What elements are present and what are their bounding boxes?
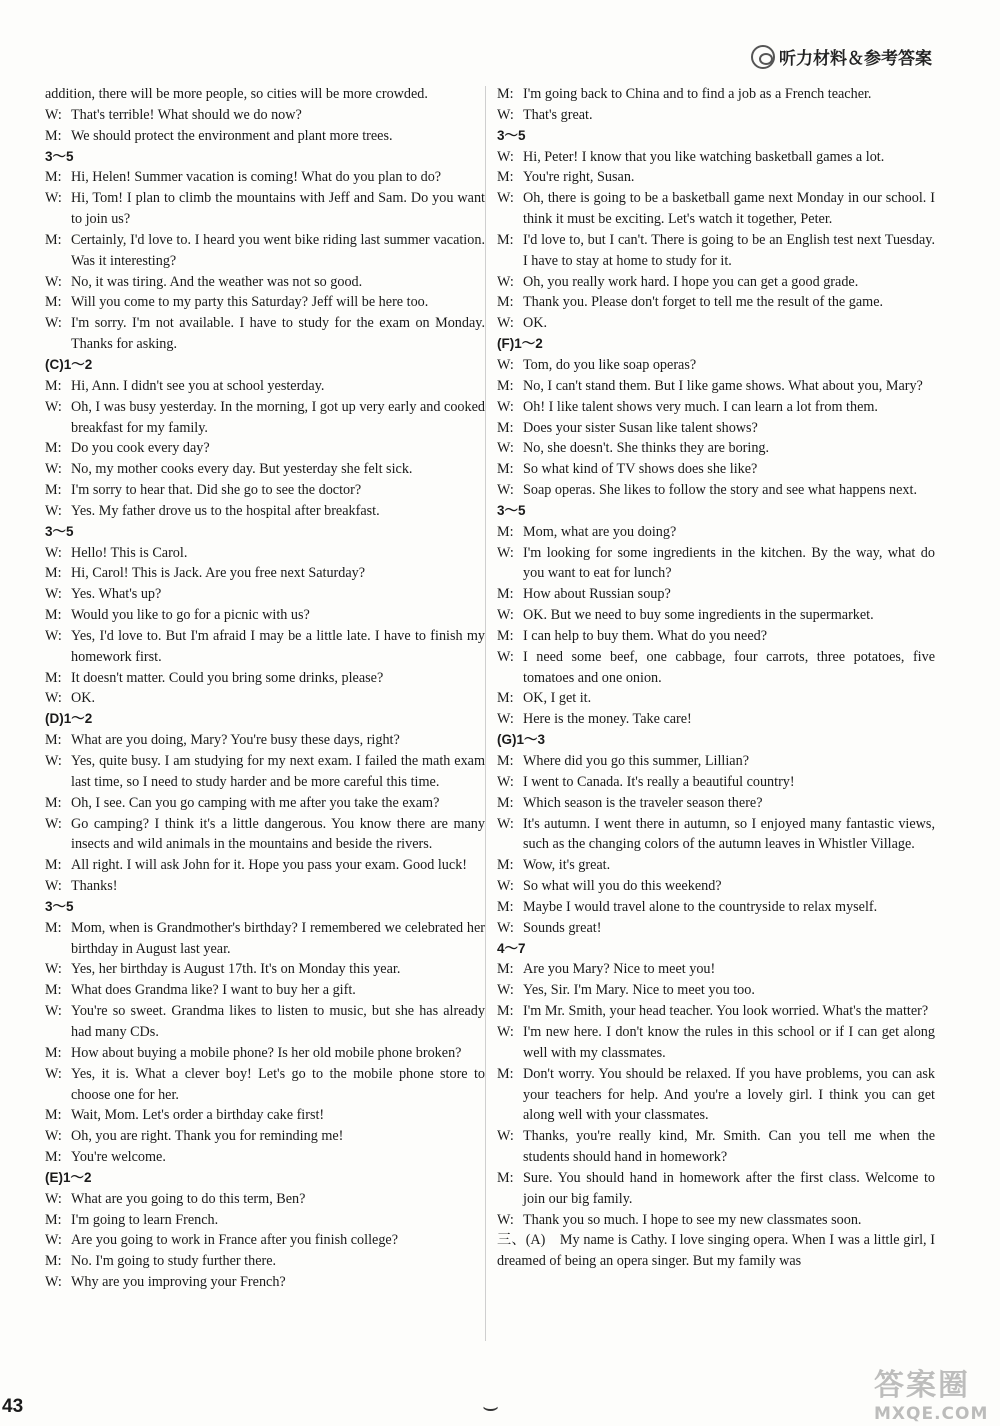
dialogue-text: How about Russian soup?: [523, 586, 671, 603]
dialogue-line: [497, 313, 935, 334]
dialogue-text: Oh, there is going to be a basketball game next Monday in our school. I think it must be exciting. Let's watch it together, Peter.: [523, 190, 935, 228]
speaker-label: M:: [45, 294, 62, 311]
dialogue-line: [497, 188, 935, 230]
dialogue-line: [497, 272, 935, 293]
dialogue-line: [497, 376, 935, 397]
dialogue-text: Hi, Carol! This is Jack. Are you free next Saturday?: [71, 565, 366, 582]
dialogue-line: [45, 751, 485, 793]
speaker-label: W:: [45, 106, 62, 123]
dialogue-text: That's terrible! What should we do now?: [71, 106, 302, 123]
dialogue-text: I can help to buy them. What do you need?: [523, 627, 768, 644]
dialogue-line: [497, 167, 935, 188]
dialogue-text: OK. But we need to buy some ingredients in the supermarket.: [523, 607, 874, 624]
speaker-label: W:: [497, 482, 514, 499]
dialogue-text: Yes. My father drove us to the hospital after breakfast.: [71, 502, 380, 519]
dialogue-line: [45, 563, 485, 584]
dialogue-text: No, I can't stand them. But I like game shows. What about you, Mary?: [523, 377, 923, 394]
speaker-label: M:: [45, 669, 62, 686]
dialogue-text: Hi, Helen! Summer vacation is coming! What do you plan to do?: [71, 169, 442, 186]
dialogue-text: Yes, her birthday is August 17th. It's on Monday this year.: [71, 961, 401, 978]
dialogue-line: [45, 1126, 485, 1147]
dialogue-line: [45, 292, 485, 313]
speaker-label: W:: [497, 648, 514, 665]
dialogue-text: Tom, do you like soap operas?: [523, 356, 697, 373]
dialogue-text: Mom, when is Grandmother's birthday? I remembered we celebrated her birthday in August last year.: [71, 919, 485, 957]
dialogue-text: Soap operas. She likes to follow the story and see what happens next.: [523, 482, 918, 499]
speaker-label: W:: [497, 607, 514, 624]
dialogue-line: [45, 855, 485, 876]
speaker-label: M:: [45, 169, 62, 186]
dialogue-line: [497, 751, 935, 772]
dialogue-text: It's autumn. I went there in autumn, so I enjoyed many fantastic views, such as the changing colors of the autumn leaves in Whistler Village.: [523, 815, 935, 853]
dialogue-text: Do you cook every day?: [71, 440, 210, 457]
dialogue-text: Oh, you are right. Thank you for reminding me!: [71, 1128, 344, 1145]
dialogue-text: Go camping? I think it's a little dangerous. You know there are many insects and wild animals in the mountains and beside the rivers.: [71, 815, 485, 853]
speaker-label: W:: [45, 690, 62, 707]
speaker-label: M:: [497, 294, 514, 311]
dialogue-text: No, it was tiring. And the weather was not so good.: [71, 273, 363, 290]
speaker-label: W:: [497, 398, 514, 415]
dialogue-line: [45, 814, 485, 856]
speaker-label: W:: [45, 1232, 62, 1249]
dialogue-line: [497, 480, 935, 501]
dialogue-text: Here is the money. Take care!: [523, 711, 692, 728]
dialogue-text: Thank you so much. I hope to see my new classmates soon.: [523, 1211, 862, 1228]
speaker-label: W:: [45, 1128, 62, 1145]
dialogue-text: Oh, you really work hard. I hope you can get a good grade.: [523, 273, 859, 290]
dialogue-line: [497, 355, 935, 376]
dialogue-line: [45, 126, 485, 147]
dialogue-line: [45, 543, 485, 564]
dialogue-line: [45, 1064, 485, 1106]
speaker-label: W:: [45, 1190, 62, 1207]
dialogue-text: Does your sister Susan like talent shows?: [523, 419, 758, 436]
speaker-label: M:: [497, 753, 514, 769]
dialogue-text: Hi, Ann. I didn't see you at school yesterday.: [71, 377, 325, 394]
speaker-label: M:: [45, 1107, 62, 1124]
speaker-label: M:: [497, 1065, 514, 1082]
speaker-label: M:: [497, 1169, 514, 1186]
dialogue-text: What does Grandma like? I want to buy her a gift.: [71, 982, 356, 999]
speaker-label: M:: [45, 919, 62, 936]
dialogue-line: [497, 105, 935, 126]
speaker-label: W:: [45, 544, 62, 561]
dialogue-text: Sure. You should hand in homework after the first class. Welcome to join our big family.: [523, 1169, 935, 1207]
dialogue-line: [497, 1168, 935, 1210]
dialogue-line: [45, 1147, 485, 1168]
dialogue-line: [45, 1043, 485, 1064]
dialogue-line: [45, 980, 485, 1001]
dialogue-line: [45, 793, 485, 814]
speaker-label: W:: [45, 461, 62, 478]
dialogue-line: [497, 980, 935, 1001]
dialogue-line: [497, 897, 935, 918]
dialogue-line: [45, 376, 485, 397]
section-heading: (C)1～2: [45, 356, 93, 372]
dialogue-line: [45, 230, 485, 272]
dialogue-text: How about buying a mobile phone? Is her old mobile phone broken?: [71, 1044, 462, 1061]
speaker-label: W:: [45, 753, 62, 769]
dialogue-text: I'm sorry to hear that. Did she go to see the doctor?: [71, 482, 362, 499]
speaker-label: M:: [497, 523, 514, 540]
dialogue-text: So what will you do this weekend?: [523, 878, 722, 895]
speaker-label: M:: [45, 127, 62, 144]
dialogue-line: [497, 1064, 935, 1127]
dialogue-line: [45, 1210, 485, 1231]
dialogue-line: [497, 876, 935, 897]
speaker-label: M:: [45, 1253, 62, 1270]
watermark-bottom: MXQE.COM: [874, 1404, 989, 1424]
dialogue-line: [497, 292, 935, 313]
speaker-label: W:: [497, 773, 514, 790]
dialogue-line: [45, 876, 485, 897]
dialogue-text: I'm looking for some ingredients in the kitchen. By the way, what do you want to eat for lunch?: [523, 544, 935, 582]
speaker-label: W:: [497, 982, 514, 999]
speaker-label: M:: [497, 627, 514, 644]
dialogue-line: [497, 688, 935, 709]
speaker-label: W:: [497, 190, 514, 207]
dialogue-line: [497, 814, 935, 856]
speaker-label: M:: [45, 440, 62, 457]
dialogue-line: [45, 1189, 485, 1210]
dialogue-text: Why are you improving your French?: [71, 1274, 286, 1291]
dialogue-text: OK, I get it.: [523, 690, 592, 707]
left-column: [45, 84, 485, 1293]
section-heading: 3～5: [45, 898, 74, 914]
speaker-label: M:: [497, 1003, 514, 1020]
dialogue-line: [45, 272, 485, 293]
speaker-label: M:: [45, 1211, 62, 1228]
dialogue-line: [45, 688, 485, 709]
speaker-label: W:: [45, 878, 62, 895]
speaker-label: W:: [497, 1023, 514, 1040]
speaker-label: M:: [497, 86, 514, 102]
dialogue-text: What are you going to do this term, Ben?: [71, 1190, 306, 1207]
dialogue-line: [497, 1022, 935, 1064]
dialogue-line: [497, 147, 935, 168]
speaker-label: M:: [497, 690, 514, 707]
dialogue-line: [45, 1001, 485, 1043]
paragraph: addition, there will be more people, so cities will be more crowded.: [45, 86, 428, 102]
dialogue-line: [497, 1001, 935, 1022]
dialogue-line: [45, 626, 485, 668]
dialogue-text: Wait, Mom. Let's order a birthday cake first!: [71, 1107, 325, 1124]
dialogue-text: Yes. What's up?: [71, 586, 162, 603]
dialogue-text: Are you Mary? Nice to meet you!: [523, 961, 716, 978]
speaker-label: M:: [497, 961, 514, 978]
dialogue-line: [497, 584, 935, 605]
speaker-label: M:: [497, 586, 514, 603]
speaker-label: M:: [497, 898, 514, 915]
dialogue-text: Would you like to go for a picnic with us?: [71, 607, 310, 624]
pen-mark-icon: ⌣: [482, 1392, 500, 1421]
dialogue-text: That's great.: [523, 106, 593, 123]
dialogue-text: Thanks, you're really kind, Mr. Smith. Can you tell me when the students should hand in homework?: [523, 1128, 935, 1166]
speaker-label: W:: [45, 1003, 62, 1020]
speaker-label: M:: [497, 231, 514, 248]
headphone-logo-icon: [751, 45, 775, 69]
speaker-label: W:: [497, 315, 514, 332]
dialogue-text: Hello! This is Carol.: [71, 544, 188, 561]
dialogue-line: [497, 605, 935, 626]
dialogue-line: [45, 730, 485, 751]
dialogue-line: [45, 480, 485, 501]
dialogue-line: [45, 105, 485, 126]
dialogue-text: What are you doing, Mary? You're busy these days, right?: [71, 732, 400, 749]
speaker-label: M:: [45, 1149, 62, 1166]
speaker-label: W:: [45, 398, 62, 415]
dialogue-text: Are you going to work in France after you finish college?: [71, 1232, 399, 1249]
speaker-label: W:: [497, 1128, 514, 1145]
dialogue-text: Certainly, I'd love to. I heard you went bike riding last summer vacation. Was it interesting?: [71, 231, 485, 269]
dialogue-text: No. I'm going to study further there.: [71, 1253, 277, 1270]
dialogue-line: [497, 855, 935, 876]
dialogue-line: [497, 772, 935, 793]
dialogue-line: [45, 313, 485, 355]
dialogue-line: [45, 188, 485, 230]
dialogue-line: [497, 230, 935, 272]
dialogue-text: You're so sweet. Grandma likes to listen to music, but she has already had many CDs.: [71, 1003, 485, 1040]
speaker-label: M:: [45, 857, 62, 874]
dialogue-text: I'm new here. I don't know the rules in this school or if I can get along well with my classmates.: [523, 1023, 935, 1061]
speaker-label: W:: [497, 711, 514, 728]
dialogue-text: OK.: [523, 315, 548, 332]
dialogue-line: [45, 459, 485, 480]
dialogue-text: I'm Mr. Smith, your head teacher. You look worried. What's the matter?: [523, 1003, 929, 1020]
speaker-label: W:: [45, 815, 62, 832]
dialogue-text: All right. I will ask John for it. Hope you pass your exam. Good luck!: [71, 857, 468, 874]
dialogue-line: [497, 918, 935, 939]
speaker-label: W:: [45, 1065, 62, 1082]
speaker-label: M:: [497, 377, 514, 394]
page-header: [751, 44, 932, 69]
dialogue-line: [45, 501, 485, 522]
speaker-label: W:: [45, 190, 62, 207]
dialogue-text: Which season is the traveler season there?: [523, 794, 763, 811]
dialogue-text: It doesn't matter. Could you bring some drinks, please?: [71, 669, 384, 686]
dialogue-line: [45, 1251, 485, 1272]
speaker-label: W:: [497, 440, 514, 457]
dialogue-line: [45, 918, 485, 960]
speaker-label: M:: [497, 794, 514, 811]
section-heading: (F)1～2: [497, 336, 543, 352]
speaker-label: M:: [45, 1044, 62, 1061]
dialogue-line: [497, 397, 935, 418]
speaker-label: W:: [497, 1211, 514, 1228]
dialogue-text: Hi, Peter! I know that you like watching basketball games a lot.: [523, 148, 885, 165]
speaker-label: M:: [45, 982, 62, 999]
dialogue-text: I'd love to, but I can't. There is going to be an English test next Tuesday. I have to stay at home to study for it.: [523, 231, 935, 269]
speaker-label: W:: [497, 106, 514, 123]
dialogue-line: [497, 793, 935, 814]
dialogue-text: Hi, Tom! I plan to climb the mountains with Jeff and Sam. Do you want to join us?: [71, 190, 485, 228]
speaker-label: W:: [45, 315, 62, 332]
dialogue-line: [497, 84, 935, 105]
page-number: 43: [2, 1396, 24, 1417]
dialogue-line: [497, 626, 935, 647]
speaker-label: W:: [45, 627, 62, 644]
section-heading: 3～5: [497, 502, 526, 518]
speaker-label: M:: [45, 565, 62, 582]
section-heading: 3～5: [45, 523, 74, 539]
dialogue-line: [45, 1105, 485, 1126]
dialogue-text: So what kind of TV shows does she like?: [523, 461, 758, 478]
dialogue-text: Yes, it is. What a clever boy! Let's go to the mobile phone store to choose one for her.: [71, 1065, 485, 1103]
dialogue-text: You're welcome.: [71, 1149, 166, 1166]
dialogue-line: [497, 522, 935, 543]
dialogue-text: Oh! I like talent shows very much. I can learn a lot from them.: [523, 398, 878, 415]
dialogue-line: [45, 584, 485, 605]
paragraph: 三、(A) My name is Cathy. I love singing opera. When I was a little girl, I dreamed of being an opera singer. But my family was: [497, 1232, 935, 1270]
dialogue-line: [45, 668, 485, 689]
watermark-logo: [874, 1360, 994, 1422]
dialogue-text: Sounds great!: [523, 919, 602, 936]
column-divider: [485, 86, 486, 1341]
dialogue-line: [497, 418, 935, 439]
dialogue-text: I'm going to learn French.: [71, 1211, 219, 1228]
dialogue-line: [497, 1126, 935, 1168]
speaker-label: W:: [45, 586, 62, 603]
dialogue-text: Maybe I would travel alone to the countryside to relax myself.: [523, 898, 878, 915]
speaker-label: M:: [45, 482, 62, 499]
section-heading: 3～5: [45, 148, 74, 164]
dialogue-text: Thanks!: [71, 878, 118, 895]
speaker-label: W:: [497, 273, 514, 290]
dialogue-line: [45, 397, 485, 439]
speaker-label: M:: [497, 857, 514, 874]
speaker-label: W:: [45, 273, 62, 290]
dialogue-line: [45, 605, 485, 626]
dialogue-line: [45, 167, 485, 188]
speaker-label: M:: [45, 231, 62, 248]
dialogue-text: Will you come to my party this Saturday? Jeff will be here too.: [71, 294, 429, 311]
dialogue-text: I'm going back to China and to find a job as a French teacher.: [523, 86, 872, 102]
dialogue-text: You're right, Susan.: [523, 169, 635, 186]
speaker-label: W:: [45, 961, 62, 978]
dialogue-text: I'm sorry. I'm not available. I have to study for the exam on Monday. Thanks for asking.: [71, 315, 485, 353]
speaker-label: M:: [45, 794, 62, 811]
speaker-label: M:: [497, 419, 514, 436]
dialogue-text: Wow, it's great.: [523, 857, 611, 874]
speaker-label: M:: [497, 461, 514, 478]
section-heading: (G)1～3: [497, 732, 546, 748]
dialogue-line: [497, 959, 935, 980]
dialogue-text: Oh, I see. Can you go camping with me after you take the exam?: [71, 794, 440, 811]
dialogue-text: Oh, I was busy yesterday. In the morning, I got up very early and cooked breakfast for my family.: [71, 398, 485, 436]
speaker-label: W:: [497, 356, 514, 373]
dialogue-line: [45, 1272, 485, 1293]
speaker-label: W:: [497, 815, 514, 832]
section-heading: (E)1～2: [45, 1169, 92, 1185]
dialogue-text: Don't worry. You should be relaxed. If you have problems, you can ask your teachers for help. And you're a lovely girl. I think you can get along well with your classmates.: [523, 1065, 935, 1124]
speaker-label: M:: [45, 607, 62, 624]
section-heading: 3～5: [497, 127, 526, 143]
header-title: 听力材料＆参考答案: [779, 49, 932, 69]
dialogue-line: [45, 959, 485, 980]
speaker-label: M:: [45, 377, 62, 394]
speaker-label: W:: [45, 1274, 62, 1291]
speaker-label: M:: [497, 169, 514, 186]
speaker-label: W:: [45, 502, 62, 519]
watermark-top: 答案圈: [874, 1368, 970, 1403]
dialogue-text: I need some beef, one cabbage, four carrots, three potatoes, five tomatoes and one onion.: [523, 648, 935, 686]
dialogue-line: [497, 1210, 935, 1231]
dialogue-line: [45, 438, 485, 459]
dialogue-line: [497, 709, 935, 730]
speaker-label: W:: [497, 919, 514, 936]
right-column: [497, 84, 935, 1272]
speaker-label: W:: [497, 544, 514, 561]
dialogue-text: Thank you. Please don't forget to tell me the result of the game.: [523, 294, 884, 311]
dialogue-line: [497, 543, 935, 585]
speaker-label: W:: [497, 878, 514, 895]
dialogue-text: We should protect the environment and plant more trees.: [71, 127, 393, 144]
dialogue-text: OK.: [71, 690, 96, 707]
dialogue-text: No, she doesn't. She thinks they are boring.: [523, 440, 770, 457]
speaker-label: W:: [497, 148, 514, 165]
dialogue-text: Yes, quite busy. I am studying for my next exam. I failed the math exam last time, so I need to study harder and be more careful this time.: [71, 753, 485, 790]
dialogue-line: [497, 459, 935, 480]
dialogue-text: Yes, Sir. I'm Mary. Nice to meet you too.: [523, 982, 755, 999]
speaker-label: M:: [45, 732, 62, 749]
dialogue-text: Mom, what are you doing?: [523, 523, 677, 540]
section-heading: 4～7: [497, 940, 526, 956]
dialogue-line: [497, 647, 935, 689]
dialogue-line: [497, 438, 935, 459]
dialogue-text: Where did you go this summer, Lillian?: [523, 753, 749, 769]
dialogue-text: No, my mother cooks every day. But yesterday she felt sick.: [71, 461, 413, 478]
dialogue-line: [45, 1230, 485, 1251]
dialogue-text: I went to Canada. It's really a beautiful country!: [523, 773, 795, 790]
dialogue-text: Yes, I'd love to. But I'm afraid I may be a little late. I have to finish my homework first.: [71, 627, 485, 665]
section-heading: (D)1～2: [45, 711, 93, 727]
